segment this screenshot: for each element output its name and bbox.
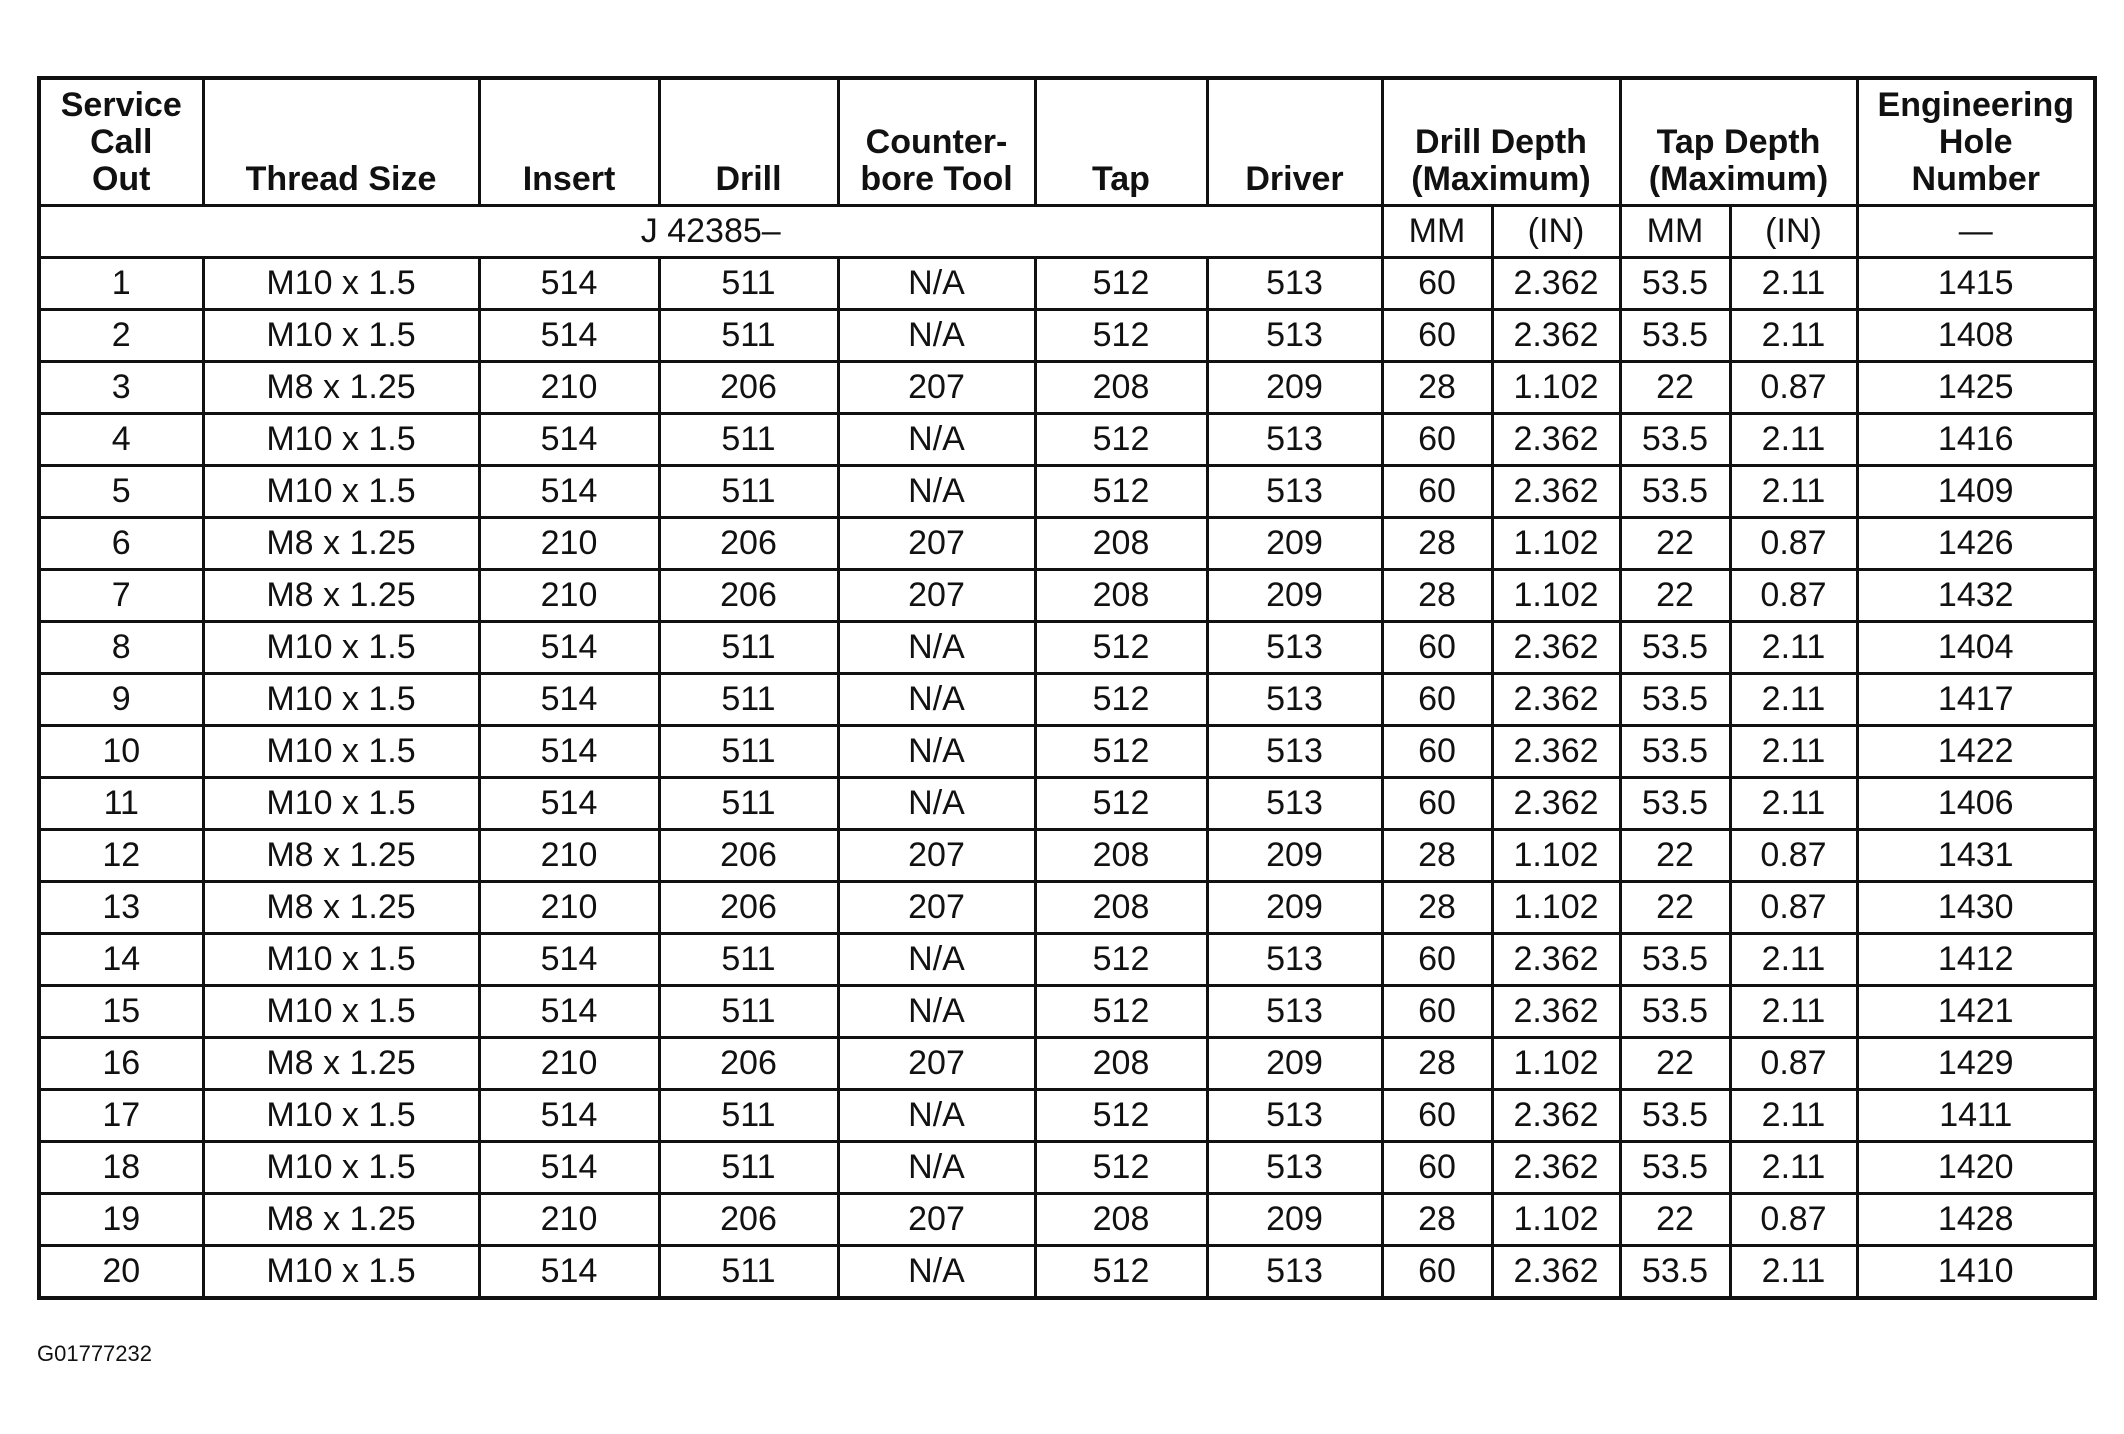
header-drill-depth [1382, 78, 1620, 206]
cell-thread-size: M10 x 1.5 [203, 1246, 479, 1299]
table-row [39, 362, 2095, 414]
cell-tap: 512 [1035, 310, 1207, 362]
cell-counterbore-tool: N/A [838, 1090, 1035, 1142]
cell-tap-depth-in: 0.87 [1730, 518, 1857, 570]
header-counterbore-tool [838, 78, 1035, 206]
cell-counterbore-tool: 207 [838, 518, 1035, 570]
cell-thread-size: M8 x 1.25 [203, 830, 479, 882]
cell-driver: 513 [1207, 1142, 1382, 1194]
header-label: Tap Depth (Maximum) [1648, 123, 1829, 198]
header-service-call-out [39, 78, 203, 206]
cell-tap-depth-in: 2.11 [1730, 1090, 1857, 1142]
cell-insert: 210 [479, 1038, 659, 1090]
cell-tap: 208 [1035, 570, 1207, 622]
header-label: Drill Depth (Maximum) [1411, 123, 1591, 198]
cell-drill: 206 [659, 362, 838, 414]
cell-drill-depth-in: 1.102 [1492, 1038, 1620, 1090]
cell-drill-depth-in: 2.362 [1492, 1246, 1620, 1299]
cell-drill-depth-in: 2.362 [1492, 986, 1620, 1038]
cell-engineering-hole-number: 1410 [1857, 1246, 2095, 1299]
cell-drill: 206 [659, 570, 838, 622]
cell-drill-depth-mm: 60 [1382, 310, 1492, 362]
cell-drill-depth-in: 2.362 [1492, 414, 1620, 466]
cell-drill-depth-mm: 28 [1382, 1194, 1492, 1246]
drill-depth-in-unit: (IN) [1492, 206, 1620, 258]
cell-engineering-hole-number: 1432 [1857, 570, 2095, 622]
cell-service-call-out: 14 [39, 934, 203, 986]
header-driver [1207, 78, 1382, 206]
cell-tap-depth-in: 2.11 [1730, 414, 1857, 466]
cell-tap: 512 [1035, 1142, 1207, 1194]
cell-engineering-hole-number: 1415 [1857, 258, 2095, 310]
cell-drill-depth-in: 2.362 [1492, 1090, 1620, 1142]
cell-tap-depth-mm: 53.5 [1620, 1246, 1730, 1299]
cell-tap-depth-in: 2.11 [1730, 934, 1857, 986]
cell-insert: 210 [479, 1194, 659, 1246]
cell-drill: 206 [659, 830, 838, 882]
cell-thread-size: M10 x 1.5 [203, 986, 479, 1038]
cell-drill-depth-in: 1.102 [1492, 518, 1620, 570]
cell-counterbore-tool: 207 [838, 1194, 1035, 1246]
cell-engineering-hole-number: 1416 [1857, 414, 2095, 466]
cell-counterbore-tool: N/A [838, 986, 1035, 1038]
tap-depth-mm-unit: MM [1620, 206, 1730, 258]
cell-service-call-out: 3 [39, 362, 203, 414]
cell-thread-size: M8 x 1.25 [203, 362, 479, 414]
cell-service-call-out: 9 [39, 674, 203, 726]
cell-tap: 512 [1035, 1246, 1207, 1299]
table-row [39, 830, 2095, 882]
cell-counterbore-tool: N/A [838, 1142, 1035, 1194]
cell-tap-depth-mm: 53.5 [1620, 986, 1730, 1038]
cell-service-call-out: 16 [39, 1038, 203, 1090]
cell-thread-size: M10 x 1.5 [203, 778, 479, 830]
cell-insert: 210 [479, 570, 659, 622]
cell-tap-depth-in: 0.87 [1730, 882, 1857, 934]
cell-insert: 514 [479, 1142, 659, 1194]
table-row [39, 258, 2095, 310]
header-row [39, 78, 2095, 206]
cell-engineering-hole-number: 1425 [1857, 362, 2095, 414]
cell-tap: 512 [1035, 986, 1207, 1038]
cell-tap: 512 [1035, 466, 1207, 518]
cell-driver: 513 [1207, 414, 1382, 466]
cell-tap-depth-in: 2.11 [1730, 310, 1857, 362]
cell-thread-size: M10 x 1.5 [203, 466, 479, 518]
cell-tap-depth-in: 2.11 [1730, 986, 1857, 1038]
cell-tap: 512 [1035, 778, 1207, 830]
cell-tap-depth-mm: 53.5 [1620, 414, 1730, 466]
header-label: Driver [1245, 160, 1344, 198]
tool-prefix-cell: J 42385– [39, 206, 1382, 258]
cell-drill-depth-in: 1.102 [1492, 362, 1620, 414]
cell-engineering-hole-number: 1430 [1857, 882, 2095, 934]
cell-thread-size: M10 x 1.5 [203, 310, 479, 362]
cell-counterbore-tool: N/A [838, 466, 1035, 518]
cell-drill-depth-in: 2.362 [1492, 1142, 1620, 1194]
cell-service-call-out: 1 [39, 258, 203, 310]
cell-counterbore-tool: 207 [838, 1038, 1035, 1090]
cell-tap: 512 [1035, 414, 1207, 466]
cell-tap-depth-mm: 22 [1620, 1194, 1730, 1246]
cell-driver: 513 [1207, 310, 1382, 362]
cell-thread-size: M10 x 1.5 [203, 622, 479, 674]
cell-driver: 513 [1207, 674, 1382, 726]
cell-tap-depth-in: 0.87 [1730, 362, 1857, 414]
table-row [39, 518, 2095, 570]
cell-tap-depth-mm: 53.5 [1620, 1090, 1730, 1142]
header-tap-depth [1620, 78, 1857, 206]
header-engineering-hole-number [1857, 78, 2095, 206]
cell-counterbore-tool: N/A [838, 258, 1035, 310]
cell-drill: 206 [659, 1038, 838, 1090]
cell-drill-depth-mm: 60 [1382, 1142, 1492, 1194]
cell-tap: 512 [1035, 258, 1207, 310]
cell-service-call-out: 13 [39, 882, 203, 934]
cell-tap: 208 [1035, 518, 1207, 570]
cell-counterbore-tool: N/A [838, 414, 1035, 466]
cell-tap-depth-in: 2.11 [1730, 466, 1857, 518]
cell-drill-depth-in: 2.362 [1492, 934, 1620, 986]
cell-counterbore-tool: N/A [838, 674, 1035, 726]
cell-counterbore-tool: N/A [838, 1246, 1035, 1299]
cell-tap-depth-in: 0.87 [1730, 830, 1857, 882]
cell-insert: 210 [479, 518, 659, 570]
cell-drill-depth-in: 1.102 [1492, 570, 1620, 622]
cell-service-call-out: 12 [39, 830, 203, 882]
cell-counterbore-tool: N/A [838, 778, 1035, 830]
cell-service-call-out: 11 [39, 778, 203, 830]
units-row [39, 206, 2095, 258]
cell-drill-depth-mm: 28 [1382, 882, 1492, 934]
cell-insert: 514 [479, 726, 659, 778]
cell-insert: 210 [479, 362, 659, 414]
cell-driver: 209 [1207, 1038, 1382, 1090]
cell-tap-depth-in: 2.11 [1730, 726, 1857, 778]
cell-drill-depth-in: 2.362 [1492, 674, 1620, 726]
cell-drill-depth-mm: 28 [1382, 518, 1492, 570]
cell-insert: 514 [479, 778, 659, 830]
table-row [39, 934, 2095, 986]
cell-counterbore-tool: 207 [838, 362, 1035, 414]
header-label: Insert [522, 160, 616, 198]
cell-counterbore-tool: N/A [838, 310, 1035, 362]
cell-service-call-out: 10 [39, 726, 203, 778]
cell-driver: 209 [1207, 362, 1382, 414]
cell-drill-depth-in: 2.362 [1492, 310, 1620, 362]
cell-tap-depth-mm: 53.5 [1620, 934, 1730, 986]
cell-tap: 208 [1035, 882, 1207, 934]
cell-tap: 208 [1035, 362, 1207, 414]
cell-drill-depth-mm: 60 [1382, 778, 1492, 830]
cell-engineering-hole-number: 1428 [1857, 1194, 2095, 1246]
cell-drill-depth-in: 2.362 [1492, 726, 1620, 778]
table-row [39, 622, 2095, 674]
header-drill [659, 78, 838, 206]
cell-driver: 513 [1207, 258, 1382, 310]
cell-drill-depth-mm: 28 [1382, 362, 1492, 414]
cell-tap: 512 [1035, 1090, 1207, 1142]
cell-thread-size: M10 x 1.5 [203, 1090, 479, 1142]
cell-tap-depth-in: 0.87 [1730, 1194, 1857, 1246]
cell-service-call-out: 20 [39, 1246, 203, 1299]
drill-depth-mm-unit: MM [1382, 206, 1492, 258]
cell-insert: 514 [479, 258, 659, 310]
cell-drill: 511 [659, 310, 838, 362]
cell-engineering-hole-number: 1406 [1857, 778, 2095, 830]
cell-counterbore-tool: N/A [838, 726, 1035, 778]
cell-tap-depth-mm: 53.5 [1620, 1142, 1730, 1194]
header-label: Engineering Hole Number [1877, 86, 2074, 198]
cell-tap: 512 [1035, 674, 1207, 726]
cell-thread-size: M8 x 1.25 [203, 518, 479, 570]
cell-thread-size: M10 x 1.5 [203, 414, 479, 466]
cell-tap-depth-in: 0.87 [1730, 570, 1857, 622]
cell-tap: 512 [1035, 622, 1207, 674]
table-row [39, 778, 2095, 830]
cell-tap: 208 [1035, 1194, 1207, 1246]
header-thread-size [203, 78, 479, 206]
cell-tap-depth-mm: 22 [1620, 570, 1730, 622]
cell-counterbore-tool: 207 [838, 570, 1035, 622]
cell-engineering-hole-number: 1409 [1857, 466, 2095, 518]
cell-tap-depth-mm: 22 [1620, 362, 1730, 414]
cell-insert: 514 [479, 310, 659, 362]
cell-tap: 208 [1035, 1038, 1207, 1090]
cell-tap-depth-mm: 53.5 [1620, 310, 1730, 362]
cell-driver: 209 [1207, 518, 1382, 570]
cell-counterbore-tool: 207 [838, 830, 1035, 882]
cell-engineering-hole-number: 1404 [1857, 622, 2095, 674]
cell-drill: 511 [659, 414, 838, 466]
table-row [39, 414, 2095, 466]
cell-service-call-out: 5 [39, 466, 203, 518]
cell-drill-depth-in: 2.362 [1492, 258, 1620, 310]
table-row [39, 986, 2095, 1038]
table-row [39, 726, 2095, 778]
header-tap [1035, 78, 1207, 206]
cell-drill: 206 [659, 1194, 838, 1246]
cell-counterbore-tool: N/A [838, 622, 1035, 674]
cell-engineering-hole-number: 1422 [1857, 726, 2095, 778]
cell-service-call-out: 8 [39, 622, 203, 674]
header-label: Counter- bore Tool [860, 123, 1013, 198]
table-row [39, 1194, 2095, 1246]
header-label: Service Call Out [60, 86, 182, 198]
cell-thread-size: M10 x 1.5 [203, 258, 479, 310]
cell-drill: 511 [659, 466, 838, 518]
cell-tap: 512 [1035, 934, 1207, 986]
cell-drill-depth-in: 1.102 [1492, 882, 1620, 934]
cell-drill-depth-mm: 28 [1382, 1038, 1492, 1090]
table-row [39, 1090, 2095, 1142]
cell-tap-depth-mm: 53.5 [1620, 258, 1730, 310]
cell-insert: 514 [479, 414, 659, 466]
cell-drill-depth-mm: 60 [1382, 1090, 1492, 1142]
cell-drill-depth-mm: 28 [1382, 570, 1492, 622]
cell-drill: 511 [659, 622, 838, 674]
cell-driver: 513 [1207, 778, 1382, 830]
cell-insert: 514 [479, 1090, 659, 1142]
cell-drill-depth-in: 2.362 [1492, 622, 1620, 674]
cell-engineering-hole-number: 1411 [1857, 1090, 2095, 1142]
cell-drill: 511 [659, 934, 838, 986]
table-row [39, 1142, 2095, 1194]
cell-tap-depth-in: 2.11 [1730, 778, 1857, 830]
cell-drill-depth-mm: 60 [1382, 726, 1492, 778]
cell-tap-depth-mm: 22 [1620, 1038, 1730, 1090]
cell-drill: 511 [659, 1246, 838, 1299]
figure-id: G01777232 [37, 1341, 152, 1366]
cell-tap: 208 [1035, 830, 1207, 882]
cell-counterbore-tool: 207 [838, 882, 1035, 934]
cell-drill: 511 [659, 258, 838, 310]
cell-drill: 511 [659, 1142, 838, 1194]
cell-drill: 511 [659, 986, 838, 1038]
cell-tap-depth-in: 2.11 [1730, 674, 1857, 726]
cell-drill: 511 [659, 726, 838, 778]
cell-engineering-hole-number: 1412 [1857, 934, 2095, 986]
cell-driver: 209 [1207, 882, 1382, 934]
header-insert [479, 78, 659, 206]
cell-tap: 512 [1035, 726, 1207, 778]
cell-tap-depth-in: 0.87 [1730, 1038, 1857, 1090]
cell-driver: 209 [1207, 570, 1382, 622]
hole-number-unit: — [1857, 206, 2095, 258]
header-label: Drill [715, 160, 782, 198]
cell-tap-depth-mm: 22 [1620, 518, 1730, 570]
tap-depth-in-unit: (IN) [1730, 206, 1857, 258]
table-row [39, 674, 2095, 726]
cell-insert: 514 [479, 934, 659, 986]
cell-driver: 513 [1207, 726, 1382, 778]
cell-drill: 206 [659, 518, 838, 570]
cell-drill-depth-in: 1.102 [1492, 1194, 1620, 1246]
cell-driver: 513 [1207, 1090, 1382, 1142]
cell-insert: 514 [479, 986, 659, 1038]
cell-thread-size: M8 x 1.25 [203, 1194, 479, 1246]
cell-insert: 210 [479, 882, 659, 934]
cell-driver: 513 [1207, 1246, 1382, 1299]
cell-service-call-out: 4 [39, 414, 203, 466]
table-row [39, 570, 2095, 622]
cell-engineering-hole-number: 1426 [1857, 518, 2095, 570]
cell-thread-size: M10 x 1.5 [203, 934, 479, 986]
cell-thread-size: M8 x 1.25 [203, 882, 479, 934]
cell-service-call-out: 19 [39, 1194, 203, 1246]
cell-service-call-out: 17 [39, 1090, 203, 1142]
cell-drill-depth-mm: 60 [1382, 934, 1492, 986]
cell-tap-depth-in: 2.11 [1730, 1246, 1857, 1299]
cell-thread-size: M10 x 1.5 [203, 1142, 479, 1194]
cell-drill-depth-mm: 60 [1382, 986, 1492, 1038]
cell-engineering-hole-number: 1429 [1857, 1038, 2095, 1090]
cell-drill-depth-mm: 60 [1382, 414, 1492, 466]
cell-tap-depth-in: 2.11 [1730, 622, 1857, 674]
cell-drill: 511 [659, 674, 838, 726]
cell-engineering-hole-number: 1421 [1857, 986, 2095, 1038]
cell-drill-depth-in: 2.362 [1492, 778, 1620, 830]
cell-insert: 514 [479, 466, 659, 518]
cell-drill-depth-mm: 60 [1382, 1246, 1492, 1299]
cell-thread-size: M10 x 1.5 [203, 674, 479, 726]
cell-insert: 514 [479, 622, 659, 674]
cell-tap-depth-mm: 22 [1620, 882, 1730, 934]
cell-thread-size: M8 x 1.25 [203, 1038, 479, 1090]
cell-tap-depth-mm: 53.5 [1620, 726, 1730, 778]
cell-service-call-out: 18 [39, 1142, 203, 1194]
cell-service-call-out: 7 [39, 570, 203, 622]
cell-drill-depth-mm: 60 [1382, 466, 1492, 518]
table-row [39, 1038, 2095, 1090]
cell-tap-depth-mm: 53.5 [1620, 778, 1730, 830]
cell-tap-depth-mm: 22 [1620, 830, 1730, 882]
cell-thread-size: M8 x 1.25 [203, 570, 479, 622]
cell-engineering-hole-number: 1417 [1857, 674, 2095, 726]
table-row [39, 310, 2095, 362]
cell-driver: 513 [1207, 622, 1382, 674]
cell-driver: 209 [1207, 1194, 1382, 1246]
cell-engineering-hole-number: 1420 [1857, 1142, 2095, 1194]
table-row [39, 466, 2095, 518]
cell-engineering-hole-number: 1408 [1857, 310, 2095, 362]
cell-drill: 206 [659, 882, 838, 934]
cell-service-call-out: 6 [39, 518, 203, 570]
cell-drill-depth-in: 2.362 [1492, 466, 1620, 518]
specification-table [37, 76, 2097, 1300]
table-row [39, 882, 2095, 934]
cell-drill-depth-mm: 60 [1382, 674, 1492, 726]
cell-counterbore-tool: N/A [838, 934, 1035, 986]
cell-driver: 209 [1207, 830, 1382, 882]
cell-insert: 210 [479, 830, 659, 882]
cell-engineering-hole-number: 1431 [1857, 830, 2095, 882]
cell-drill-depth-mm: 60 [1382, 622, 1492, 674]
cell-drill: 511 [659, 1090, 838, 1142]
cell-tap-depth-mm: 53.5 [1620, 466, 1730, 518]
cell-tap-depth-mm: 53.5 [1620, 622, 1730, 674]
cell-tap-depth-in: 2.11 [1730, 1142, 1857, 1194]
cell-drill-depth-in: 1.102 [1492, 830, 1620, 882]
cell-drill-depth-mm: 28 [1382, 830, 1492, 882]
cell-insert: 514 [479, 674, 659, 726]
cell-thread-size: M10 x 1.5 [203, 726, 479, 778]
cell-service-call-out: 15 [39, 986, 203, 1038]
cell-tap-depth-in: 2.11 [1730, 258, 1857, 310]
header-label: Thread Size [245, 160, 437, 198]
cell-driver: 513 [1207, 986, 1382, 1038]
cell-service-call-out: 2 [39, 310, 203, 362]
cell-tap-depth-mm: 53.5 [1620, 674, 1730, 726]
cell-drill-depth-mm: 60 [1382, 258, 1492, 310]
table-row [39, 1246, 2095, 1299]
cell-insert: 514 [479, 1246, 659, 1299]
header-label: Tap [1092, 160, 1150, 198]
cell-driver: 513 [1207, 934, 1382, 986]
cell-drill: 511 [659, 778, 838, 830]
cell-driver: 513 [1207, 466, 1382, 518]
